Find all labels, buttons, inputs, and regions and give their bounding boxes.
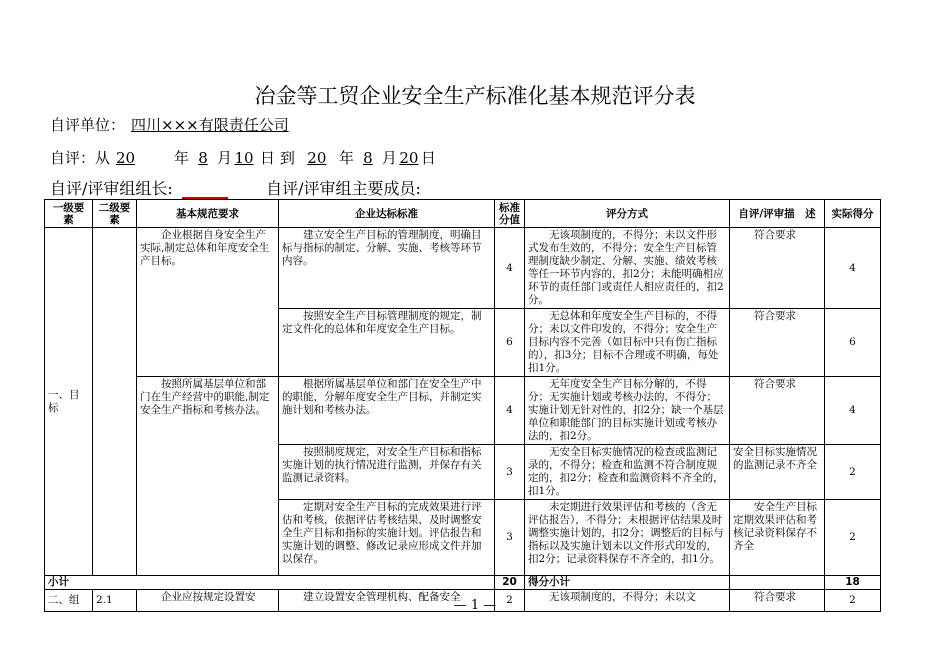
score-cell: 3 xyxy=(495,445,525,500)
leader-label: 自评/评审组组长: xyxy=(50,179,173,198)
description-cell: 安全目标实施情况的监测记录不齐全 xyxy=(730,445,825,500)
standard-cell: 定期对安全生产目标的完成效果进行评估和考核，依据评估考核结果，及时调整安全生产目标和指标的实施计划。评估报告和实施计划的调整、修改记录应形成文件并加以保存。 xyxy=(279,500,495,576)
method-cell: 无总体和年度安全生产目标的，不得分；未以文件印发的，不得分；安全生产目标内容不完善（如目标中只有伤亡指标的），扣3分；目标不合理或不明确，每处扣1分。 xyxy=(525,309,730,377)
score-cell: 4 xyxy=(495,377,525,445)
sub-element-empty xyxy=(93,228,137,576)
score-cell: 4 xyxy=(495,228,525,309)
leader-line xyxy=(50,176,421,199)
start-day: 10 xyxy=(234,149,254,167)
header-method: 评分方式 xyxy=(525,200,730,228)
table-row xyxy=(45,228,881,309)
header-level1: 一级要素 xyxy=(45,200,93,228)
to-text: 日 到 xyxy=(260,149,295,167)
header-level2: 二级要素 xyxy=(93,200,137,228)
actual-cell: 4 xyxy=(825,377,881,445)
subtotal-score: 20 xyxy=(495,576,525,590)
unit-value: 四川×××有限责任公司 xyxy=(131,116,289,134)
members-label: 自评/评审组主要成员: xyxy=(266,179,421,198)
table-row xyxy=(45,377,881,445)
unit-line xyxy=(50,114,289,135)
description-cell: 符合要求 xyxy=(730,228,825,309)
actual-cell: 2 xyxy=(825,590,881,612)
header-standard: 企业达标标准 xyxy=(279,200,495,228)
page-title: 冶金等工贸企业安全生产标准化基本规范评分表 xyxy=(254,84,696,108)
method-cell: 无年度安全生产目标分解的，不得分；无实施计划或考核办法的，不得分；实施计划无针对性的，扣2分；缺一个基层单位和职能部门的目标实施计划或考核办法的，扣2分。 xyxy=(525,377,730,445)
description-cell: 符合要求 xyxy=(730,590,825,612)
subtotal-method-label: 得分小计 xyxy=(525,576,730,590)
subtotal-actual: 18 xyxy=(825,576,881,590)
sub-element-2-1: 2.1 xyxy=(93,590,137,612)
end-day: 20 xyxy=(399,149,419,167)
start-month: 8 xyxy=(198,149,208,167)
description-cell: 符合要求 xyxy=(730,377,825,445)
description-cell: 安全生产目标定期效果评估和考核记录资料保存不齐全 xyxy=(730,500,825,576)
description-cell: 符合要求 xyxy=(730,309,825,377)
month-char: 月 xyxy=(217,149,233,167)
requirement-cell: 企业应按规定设置安 xyxy=(137,590,279,612)
end-month: 8 xyxy=(363,149,373,167)
section-target: 一、目标 xyxy=(45,228,93,576)
method-cell: 无该项制度的，不得分；未以文件形式发布生效的，不得分；安全生产目标管理制度缺少制定、分解、实施、绩效考核等任一环节内容的，扣2分；未能明确相应环节的责任部门或责任人相应责任的，扣2分。 xyxy=(525,228,730,309)
year-char: 年 xyxy=(174,149,190,167)
unit-label: 自评单位： xyxy=(50,116,126,134)
standard-cell: 根据所属基层单位和部门在安全生产中的职能，分解年度安全生产目标，并制定实施计划和考核办法。 xyxy=(279,377,495,445)
standard-cell: 建立安全生产目标的管理制度，明确目标与指标的制定、分解、实施、考核等环节内容。 xyxy=(279,228,495,309)
score-cell: 6 xyxy=(495,309,525,377)
header-actual: 实际得分 xyxy=(825,200,881,228)
actual-cell: 2 xyxy=(825,445,881,500)
date-line xyxy=(50,147,436,168)
requirement-cell: 按照所属基层单位和部门在生产经营中的职能,制定安全生产指标和考核办法。 xyxy=(137,377,279,576)
score-cell: 2 xyxy=(495,590,525,612)
section-organization: 二、组 xyxy=(45,590,93,612)
standard-cell: 建立设置安全管理机构、配备安全 xyxy=(279,590,495,612)
actual-cell: 2 xyxy=(825,500,881,576)
subtotal-row xyxy=(45,576,881,590)
actual-cell: 4 xyxy=(825,228,881,309)
start-year: 20 xyxy=(116,149,136,167)
requirement-cell: 企业根据自身安全生产实际,制定总体和年度安全生产目标。 xyxy=(137,228,279,377)
standard-cell: 按照制度规定，对安全生产目标和指标实施计划的执行情况进行监测，并保存有关监测记录资料。 xyxy=(279,445,495,500)
score-cell: 3 xyxy=(495,500,525,576)
method-cell: 无该项制度的，不得分；未以文 xyxy=(525,590,730,612)
page-number: — 1 — xyxy=(453,598,497,613)
header-score: 标准分值 xyxy=(495,200,525,228)
standard-cell: 按照安全生产目标管理制度的规定，制定文件化的总体和年度安全生产目标。 xyxy=(279,309,495,377)
header-description: 自评/评审描 述 xyxy=(730,200,825,228)
day-char: 日 xyxy=(420,149,436,167)
subtotal-label: 小计 xyxy=(45,576,495,590)
method-cell: 无安全目标实施情况的检查或监测记录的，不得分；检查和监测不符合制度规定的，扣2分；检查和监测资料不齐全的，扣1分。 xyxy=(525,445,730,500)
month-char-2: 月 xyxy=(381,149,397,167)
leader-blank xyxy=(182,183,228,199)
date-label: 自评：从 xyxy=(50,149,111,167)
method-cell: 未定期进行效果评估和考核的（含无评估报告），不得分；未根据评估结果及时调整实施计划的，扣2分；调整后的目标与指标以及实施计划未以文件形式印发的，扣2分；记录资料保存不齐全的，扣1分。 xyxy=(525,500,730,576)
end-year: 20 xyxy=(307,149,327,167)
subtotal-desc-empty xyxy=(730,576,825,590)
year-char-2: 年 xyxy=(338,149,354,167)
score-table xyxy=(44,199,881,612)
header-requirement: 基本规范要求 xyxy=(137,200,279,228)
header-row xyxy=(45,200,881,228)
actual-cell: 6 xyxy=(825,309,881,377)
